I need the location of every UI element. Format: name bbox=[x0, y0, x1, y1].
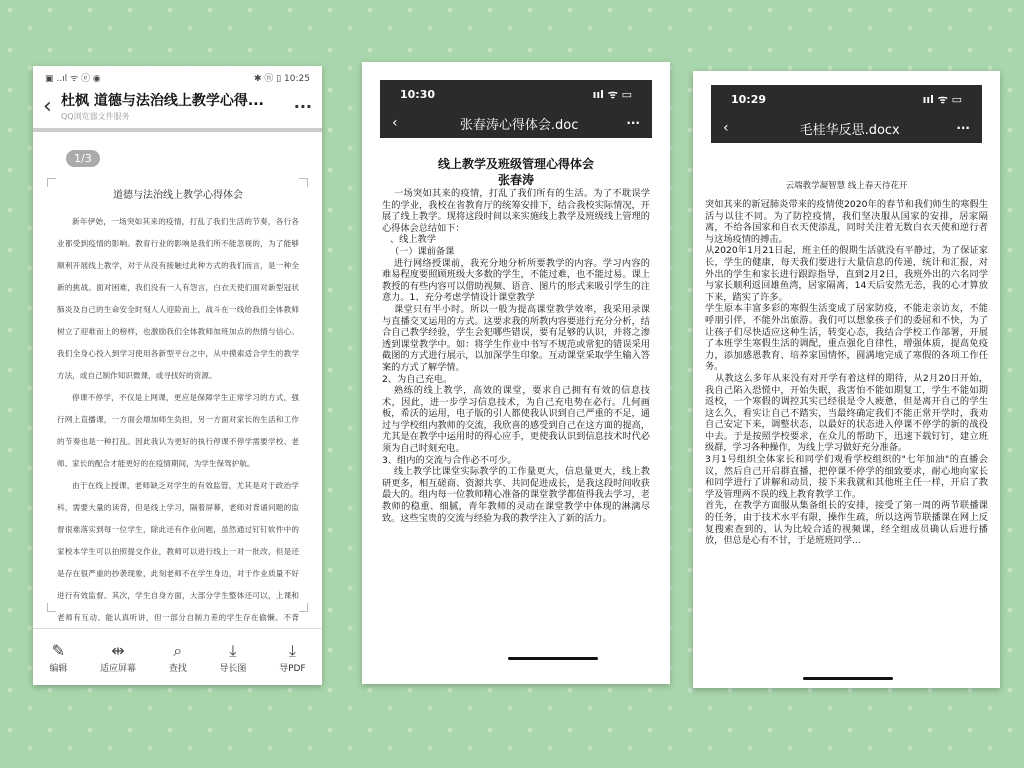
header-titles bbox=[61, 90, 294, 122]
more-options-icon[interactable]: ··· bbox=[956, 121, 970, 135]
doc-line: 熟练的线上教学，高效的课堂，要求自己拥有有效的信息技术，因此，进一步学习信息技术，为自己充电势在必行。几何画板，希沃的运用，电子版的引人都使我认识到自己严重的不足，通过与学校组内教师的交流，我欣喜的感受到自己在这方面的提高，尤其是在教学中运用时的得心应手，更使我认识到信息技术时代必须为自己时刻充电。 bbox=[382, 385, 650, 455]
more-options-icon[interactable]: ··· bbox=[626, 116, 640, 130]
home-indicator[interactable] bbox=[508, 657, 598, 660]
find-button[interactable] bbox=[169, 641, 187, 674]
document-body bbox=[693, 143, 1000, 547]
document-page bbox=[57, 186, 299, 673]
doc-line: 首先，在教学方面服从集备组长的安排，接受了第一周的两节联播课的任务，由于技术水平有限，操作生疏，所以这两节联播课在网上反复搜索查到的，认为比较合适的视频课，经全组成员确认后进行播放，但总是心有不甘，于是班班同学... bbox=[705, 500, 988, 547]
search-icon: ⌕ bbox=[173, 640, 183, 660]
doc-line: （一）课前备课 bbox=[390, 245, 455, 257]
app-header bbox=[380, 80, 652, 138]
doc-line: 线上教学比课堂实际教学的工作量更大，信息量更大，线上教研更多，相互磋商、资源共享、共同促进成长，是我这段时间收获最大的。组内每一位教师精心准备的课堂教学都值得我去学习，老教师的稳重、细腻，青年教师的灵动在课堂教学中体现的淋漓尽致。这些宝贵的交流与经验为我的教学注入了新的活力。 bbox=[382, 466, 650, 524]
doc-line: 突如其来的新冠肺炎带来的疫情使2020年的春节和我们师生的寒假生活与以往不同。为了防控疫情，我们坚决服从国家的安排，居家隔离，不给各国家和自衣天使添乱，同时关注着无数白衣天使和逆行者与这场疫情的搏击。 bbox=[705, 199, 988, 245]
status-icons-left: ▣ ..ıl ᯤ ⓔ ◉ bbox=[45, 73, 101, 84]
export-pdf-icon: ⤓ bbox=[288, 640, 296, 660]
status-icons: ııl ᯤ ▭ bbox=[922, 92, 962, 106]
tool-label: 导PDF bbox=[279, 663, 306, 674]
page-corner-mark bbox=[299, 178, 308, 187]
document-header bbox=[33, 88, 322, 122]
fit-screen-icon: ⇹ bbox=[111, 640, 125, 660]
tool-label: 适应屏幕 bbox=[100, 663, 137, 674]
doc-paragraph: 由于在线上授课，老师缺乏对学生的有效监管，尤其是对于政治学科，需要大量的读背，但是线上学习，隔着屏幕，老师对背诵问题的监督很难落实到每一位学生，除此还有作业问题，虽然通过钉钉软件中的家校本学生可以拍照提交作业，教师可以进行线上一对一批改，但是还是存在很严重的抄袭现象，此刻老师不在学生身边，对于作业质量不好进行有效监督。其次，学生自身方面，大部分学生整体还可以，上课和老师有互动、能认真听讲，但一部分自制力差的学生存在偷懒、不背 bbox=[57, 481, 299, 622]
page-indicator: 1/3 bbox=[66, 150, 100, 167]
status-bar bbox=[33, 66, 322, 88]
fit-screen-button[interactable] bbox=[100, 641, 136, 674]
doc-line: 一场突如其来的疫情，打乱了我们所有的生活。为了不耽误学生的学业，我校在省教育厅的统筹安排下，结合我校实际情况，开展了线上教学。现将这段时间以来实施线上教学及班级线上管理的心得体会总结如下： bbox=[382, 188, 650, 234]
status-bar bbox=[380, 80, 652, 108]
app-header bbox=[711, 85, 982, 143]
export-image-icon: ⤓ bbox=[229, 640, 237, 660]
document-source: QQ浏览器文件服务 bbox=[61, 112, 130, 121]
page-corner-mark bbox=[299, 603, 308, 612]
back-arrow-icon[interactable]: ‹ bbox=[723, 120, 729, 136]
page-corner-mark bbox=[47, 178, 56, 187]
edit-icon: ✎ bbox=[51, 640, 66, 660]
title-bar bbox=[380, 108, 652, 138]
back-arrow-icon[interactable]: ‹ bbox=[43, 93, 52, 119]
doc-line: 3、组内的交流与合作必不可少。 bbox=[382, 454, 517, 466]
doc-line: 进行网络授课前，我充分地分析所要教学的内容。学习内容的难易程度要照顾班级大多数的学生，不能过难，也不能过易。课上教授的有些内容可以借助视频、语音、图片的形式来吸引学生的注意力。1、充分考虑学情设计课堂教学 bbox=[382, 257, 650, 304]
tool-label: 编辑 bbox=[49, 663, 68, 674]
status-time: 10:30 bbox=[400, 87, 436, 101]
doc-heading: 云端教学凝智慧 线上春天待花开 bbox=[785, 181, 908, 191]
phone-screenshot-doc-viewer bbox=[362, 62, 670, 684]
doc-paragraph: 新年伊始，一场突如其来的疫情，打乱了我们生活的节奏，各行各业都受到疫情的影响。教育行业的影响是我们所不能忽视的，为了能够顺利开展线上教学，对于从没有接触过此种方式的我们而言，是一种全新的挑战。面对困难，我们没有一人有怨言，白衣天使们面对新型冠状肺炎及自己的生命安全时刻人人迎险而上，战斗在一线给我们全体教师树立了迎难而上的榜样，也激励我们全体教师加班加点的热情与信心。我们全身心投入到学习使用各新型平台之中，从中摸索适合学生的教学方法，或自己制作知识微课，或寻找好的资源。 bbox=[57, 217, 299, 380]
status-icons-right: ✱ ⓝ ▯ 10:25 bbox=[253, 73, 310, 84]
status-bar bbox=[711, 85, 982, 113]
back-arrow-icon[interactable]: ‹ bbox=[392, 115, 398, 131]
document-body bbox=[362, 138, 670, 524]
doc-line: 从教这么多年从来没有对开学有着这样的期待，从2月20日开始，我自己陷入恐慌中，开始失眠，我害怕不能如期复工，学生不能如期返校，一个寒假的调控其实已经很是令人疲惫，但是离开自己的学生这么久，看实让自己不踏实，当最终确定我们不能正常开学时，我劝自己安定下来，调整状态，以最好的状态进入停课不停学的新的战役中去。于是按照学校要求，在众儿的帮助下，迅速下载钉钉，建立班级群，学习各种操作，为线上学习做好充分准备。 bbox=[705, 372, 988, 454]
doc-line: 从2020年1月21日起，班主任的假期生活就没有平静过，为了保证家长，学生的健康，每天我们要进行大量信息的传递，统计和汇报，对外出的学生和家长进行跟踪指导，直到2月2日，我班外出的六名同学与家长顺利返回雄鱼湾，居家隔离，14天后安然无恙，我的心才算放下来，踏实了许多。 bbox=[705, 245, 988, 303]
phone-screenshot-docx-viewer bbox=[693, 71, 1000, 688]
document-title: 毛桂华反思.docx bbox=[799, 122, 900, 138]
tool-label: 查找 bbox=[168, 663, 187, 674]
bottom-toolbar bbox=[33, 628, 322, 685]
doc-heading: 线上教学及班级管理心得体会 bbox=[437, 157, 594, 171]
doc-line: 2、为自己充电。 bbox=[382, 373, 453, 385]
doc-heading: 道德与法治线上教学心得体会 bbox=[113, 190, 243, 201]
doc-line: 课堂只有半小时。所以一般为提高课堂教学效率，我采用录课与直播交叉运用的方式。这要求我的所教内容要进行充分分析，结合自己教学经验，学生会犯哪些错误，要有足够的认识，并将之渗透到课堂教学中。如：将学生作业中书写不规范或常犯的错误采用截图的方式进行展示，以加深学生印象。互动课堂采取学生输入答案的方式了解学情。 bbox=[382, 303, 650, 373]
doc-line: 、线上教学 bbox=[390, 234, 436, 246]
phone-screenshot-qq-browser bbox=[33, 66, 322, 685]
export-long-image-button[interactable] bbox=[219, 641, 246, 674]
export-pdf-button[interactable] bbox=[279, 641, 306, 674]
doc-line: 3月1号组织全体家长和同学们观看学校组织的"七年加油"的直播会议，然后自己开启群直播，把停课不停学的细致要求，耐心地向家长和同学进行了讲解和动员，接下来我就和其他班主任一样，开启了教学及管理两不误的线上教育教学工作。 bbox=[705, 454, 988, 500]
status-time: 10:29 bbox=[731, 92, 767, 106]
progress-bar bbox=[33, 128, 322, 132]
status-icons: ııl ᯤ ▭ bbox=[592, 87, 632, 101]
document-title: 张春涛心得体会.doc bbox=[459, 117, 579, 133]
more-options-icon[interactable]: ··· bbox=[293, 96, 312, 116]
doc-line: 学生原本丰富多彩的寒假生活变成了居家防疫，不能走亲访友，不能呼朋引伴，不能外出旅游。我们可以想象孩子们的委屈和不快，为了让孩子们尽快适应这种生活，转变心态，我结合学校工作部署，开展了本班学生寒假生活的调配，重点强化自律性，增强体质，提高免疫力，添加感恩教育、培养家国情怀，圆满地完成了寒假的各项工作任务。 bbox=[705, 303, 988, 373]
document-title: 杜枫 道德与法治线上教学心得... bbox=[61, 93, 264, 109]
tool-label: 导长图 bbox=[219, 663, 247, 674]
doc-author: 张春涛 bbox=[497, 173, 534, 187]
doc-paragraph: 停课不停学，不仅是上网课，更应是保障学生正常学习的方式，强行网上直播课，一方面会增加师生负担，另一方面对家长的生活和工作的节奏也是一种打乱。因此我认为更好的执行停课不停学需要学校、老师、家长的配合才能更好的在疫情期间，为学生保驾护航。 bbox=[57, 393, 299, 468]
edit-button[interactable] bbox=[49, 641, 67, 674]
title-bar bbox=[711, 113, 982, 143]
home-indicator[interactable] bbox=[803, 677, 893, 680]
page-corner-mark bbox=[47, 603, 56, 612]
